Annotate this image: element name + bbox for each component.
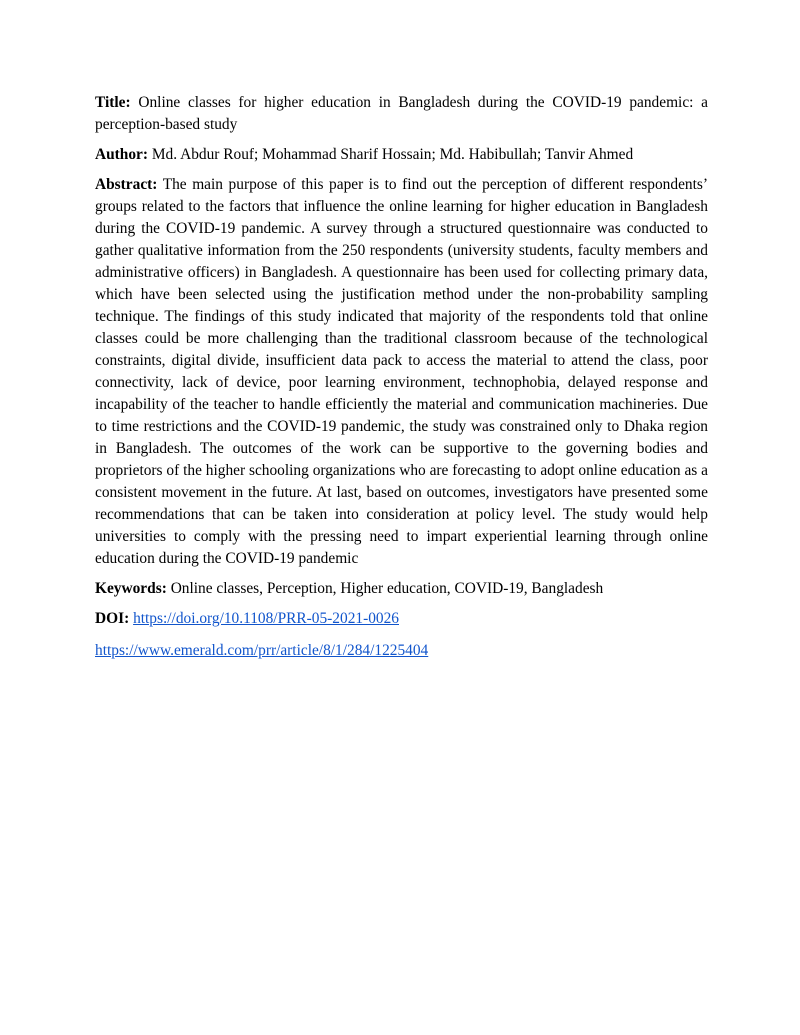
keywords-paragraph xyxy=(95,578,708,600)
doi-paragraph xyxy=(95,608,708,630)
author-paragraph xyxy=(95,144,708,166)
abstract-label: Abstract: xyxy=(95,176,158,193)
keywords-text: Online classes, Perception, Higher education, COVID-19, Bangladesh xyxy=(170,580,604,597)
author-label: Author: xyxy=(95,146,149,163)
title-label: Title: xyxy=(95,94,131,111)
author-text: Md. Abdur Rouf; Mohammad Sharif Hossain; Md. Habibullah; Tanvir Ahmed xyxy=(151,146,634,163)
title-text: Online classes for higher education in Bangladesh during the COVID-19 pandemic: a perception-based study xyxy=(95,94,708,133)
doi-label: DOI: xyxy=(95,610,130,627)
title-paragraph xyxy=(95,92,708,136)
doi-link[interactable]: https://doi.org/10.1108/PRR-05-2021-0026 xyxy=(133,610,399,627)
document-page xyxy=(95,92,708,670)
abstract-paragraph xyxy=(95,174,708,570)
abstract-text: The main purpose of this paper is to find out the perception of different respondents’ groups related to the factors that influence the online learning for higher education in Bangladesh during the COVID-19 pandemic. A survey through a structured questionnaire was conducted to gather qualitative information from the 250 respondents (university students, faculty members and administrative officers) in Bangladesh. A questionnaire has been used for collecting primary data, which have been selected using the justification method under the non-probability sampling technique. The findings of this study indicated that majority of the respondents told that online classes could be more challenging than the traditional classroom because of the technological constraints, digital divide, insufficient data pack to access the material to attend the class, poor connectivity, lack of device, poor learning environment, technophobia, delayed response and incapability of the teacher to handle efficiently the material and communication machineries. Due to time restrictions and the COVID-19 pandemic, the study was constrained only to Dhaka region in Bangladesh. The outcomes of the work can be supportive to the governing bodies and proprietors of the higher schooling organizations who are forecasting to adopt online education as a consistent movement in the future. At last, based on outcomes, investigators have presented some recommendations that can be taken into consideration at policy level. The study would help universities to comply with the pressing need to impart experiential learning through online education during the COVID-19 pandemic xyxy=(95,176,708,567)
article-link[interactable]: https://www.emerald.com/prr/article/8/1/284/1225404 xyxy=(95,642,429,659)
article-link-paragraph xyxy=(95,640,708,662)
keywords-label: Keywords: xyxy=(95,580,167,597)
